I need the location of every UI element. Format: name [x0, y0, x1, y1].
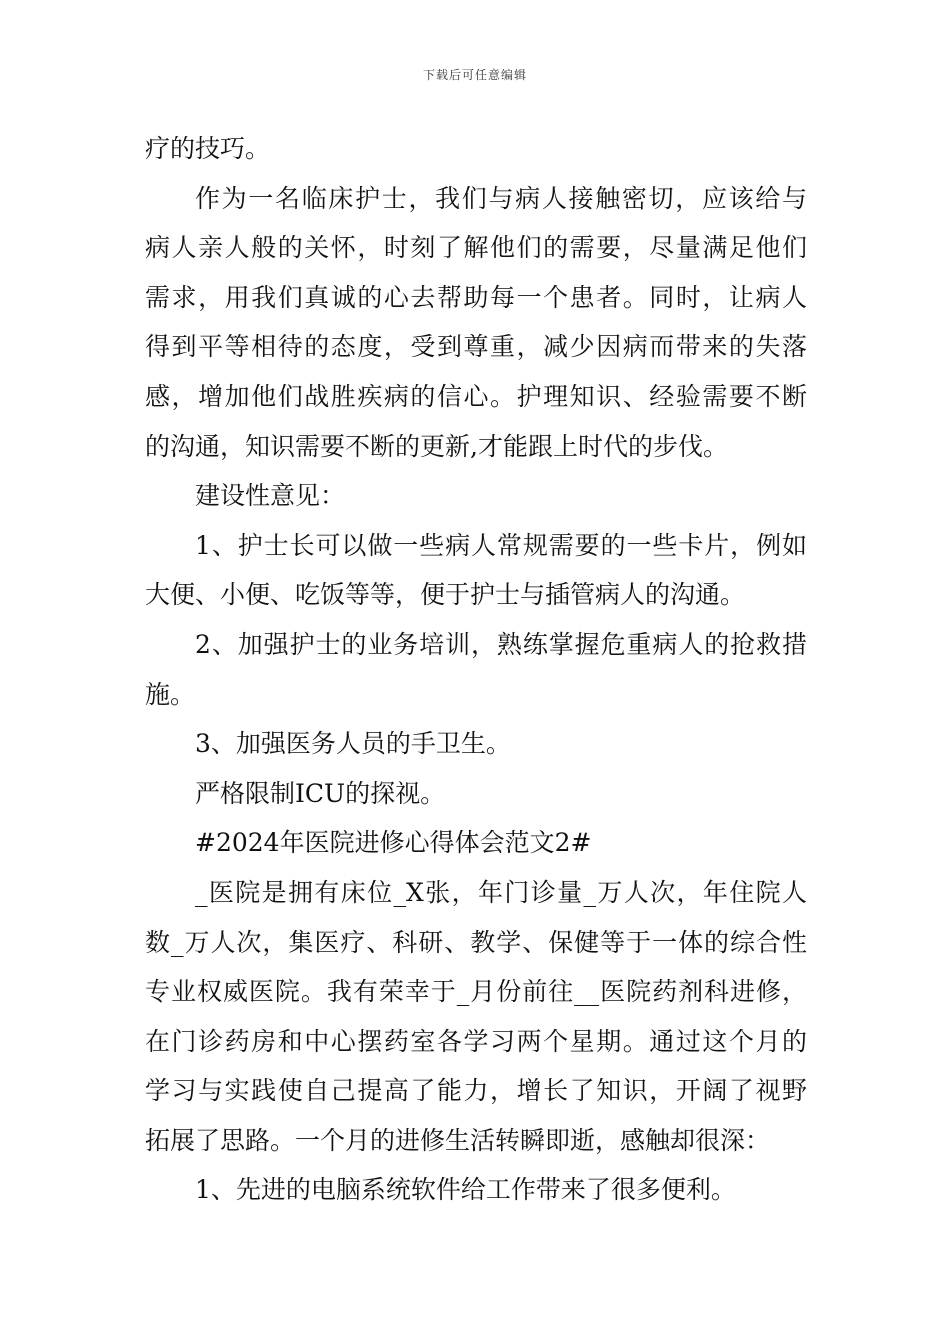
- list-item-line: 1、先进的电脑系统软件给工作带来了很多便利。: [195, 1175, 736, 1205]
- section-heading: 建设性意见：: [195, 481, 346, 511]
- paragraph-line: 得到平等相待的态度，受到尊重，减少因病而带来的失落: [145, 332, 807, 362]
- list-item-line: 2、加强护士的业务培训，熟练掌握危重病人的抢救措: [195, 629, 807, 659]
- paragraph-line: 学习与实践使自己提高了能力，增长了知识，开阔了视野: [145, 1076, 807, 1106]
- paragraph-line: 疗的技巧。: [145, 134, 271, 163]
- document-body: [145, 124, 807, 1215]
- paragraph-line: 病人亲人般的关怀，时刻了解他们的需要，尽量满足他们: [145, 233, 807, 263]
- list-item-line: 3、加强医务人员的手卫生。: [195, 729, 511, 759]
- paragraph-line: _医院是拥有床位_X张，年门诊量_万人次，年住院人: [195, 877, 807, 907]
- list-item-line: 施。: [145, 679, 196, 709]
- list-item-line: 1、护士长可以做一些病人常规需要的一些卡片，例如: [195, 530, 807, 560]
- paragraph-line: 作为一名临床护士，我们与病人接触密切，应该给与: [195, 183, 807, 213]
- paragraph-line: 严格限制ICU的探视。: [195, 778, 446, 808]
- paragraph-line: 在门诊药房和中心摆药室各学习两个星期。通过这个月的: [145, 1026, 807, 1056]
- paragraph-line: 数_万人次，集医疗、科研、教学、保健等于一体的综合性: [145, 927, 807, 957]
- header-note: 下载后可任意编辑: [422, 68, 527, 82]
- list-item-line: 大便、小便、吃饭等等，便于护士与插管病人的沟通。: [145, 580, 746, 610]
- paragraph-line: 需求，用我们真诚的心去帮助每一个患者。同时，让病人: [145, 282, 807, 312]
- paragraph-line: 感，增加他们战胜疾病的信心。护理知识、经验需要不断: [145, 381, 807, 411]
- paragraph-line: 专业权威医院。我有荣幸于_月份前往__医院药剂科进修，: [145, 977, 807, 1007]
- paragraph-line: 的沟通，知识需要不断的更新,才能跟上时代的步伐。: [145, 431, 728, 461]
- paragraph-line: 拓展了思路。一个月的进修生活转瞬即逝，感触却很深：: [145, 1125, 771, 1155]
- article-title: #2024年医院进修心得体会范文2#: [195, 828, 592, 858]
